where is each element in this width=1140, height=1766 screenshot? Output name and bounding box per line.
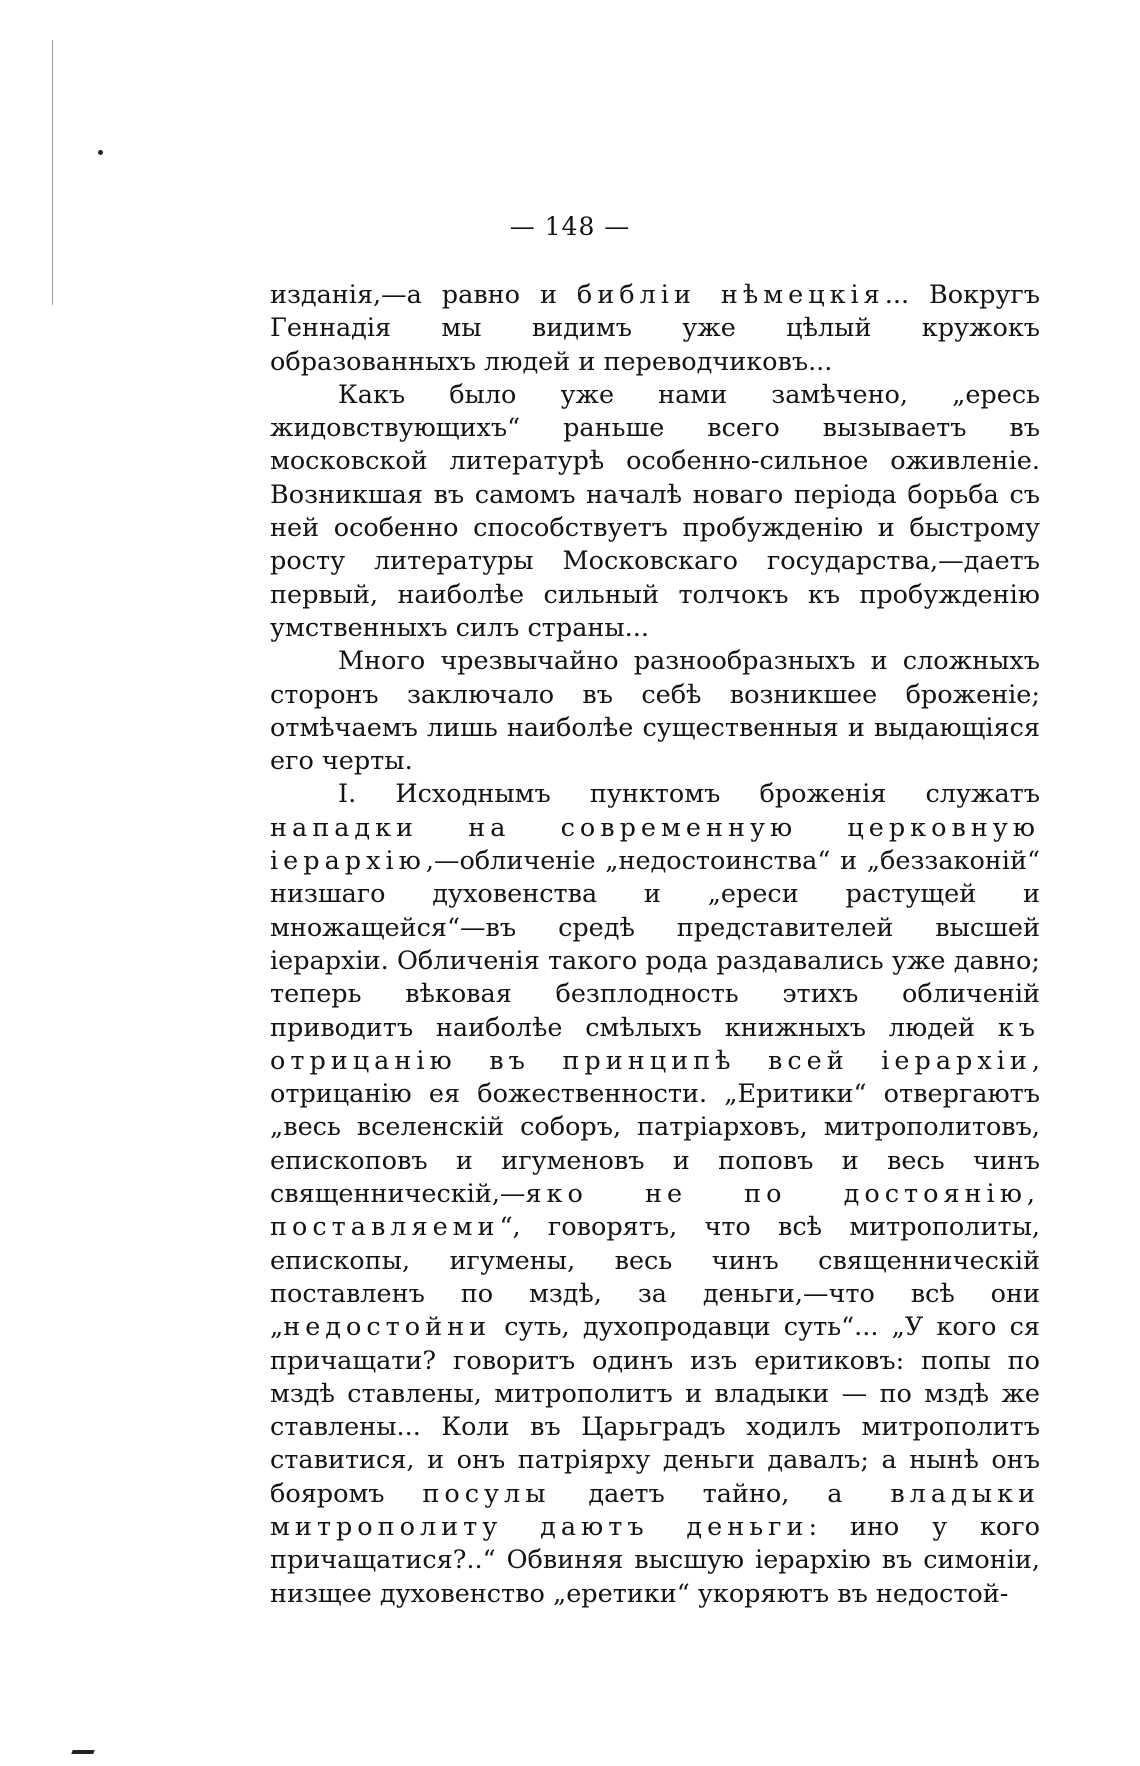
- spaced-emphasis: къ отрицанію въ принципѣ всей іерархіи: [270, 1012, 1040, 1076]
- page-number: — 148 —: [509, 212, 631, 241]
- spaced-emphasis: яко не по достоянію, поставляеми: [270, 1179, 1040, 1243]
- spaced-emphasis: посулы: [422, 1478, 551, 1509]
- spaced-emphasis: а владыки митрополиту даютъ деньги: [270, 1478, 1041, 1542]
- text-run: , отрицанію ея божественности. „Еритики“ отвергаютъ „весь вселенскій соборъ, патріарховъ, митрополитовъ, епископовъ и игуменовъ и поповъ и весь чинъ священническій,—: [270, 1045, 1040, 1210]
- scan-margin-rule: [52, 40, 53, 305]
- text-run: “, говорятъ, что всѣ митрополиты, епископы, игумены, весь чинъ священническій поставленъ по мздѣ, за деньги,—что всѣ они „: [270, 1212, 1040, 1343]
- paragraph-3: [270, 645, 1040, 778]
- text-run: ,—обличеніе „недостоинства“ и „беззаконій“ низшаго духовенства и „ереси растущей и множащейся“—въ средѣ представителей высшей іерархіи. Обличенія такого рода раздавались уже давно; теперь вѣковая безплодность этихъ обличеній приводитъ наиболѣе смѣлыхъ книжныхъ людей: [270, 846, 1040, 1043]
- paragraph-2: [270, 379, 1040, 645]
- text-run: даетъ тайно,: [550, 1478, 828, 1509]
- text-run: изданія,—а равно и: [270, 280, 577, 310]
- paragraph-1: [270, 279, 1040, 379]
- text-run: суть, духопродавци суть“... „У кого ся причащати? говоритъ одинъ изъ еритиковъ: попы по мздѣ ставлены, митрополитъ и владыки — по мздѣ же ставлены... Коли въ Царьградъ ходилъ митрополитъ ставитися, и онъ патріярху деньги давалъ; а нынѣ онъ бояромъ: [270, 1312, 1040, 1509]
- spaced-emphasis: недостойни: [283, 1312, 492, 1343]
- scan-margin-mark: [71, 1750, 94, 1754]
- paragraph-4: [270, 778, 1040, 1610]
- text-run: I. Исходнымъ пунктомъ броженія служатъ: [338, 779, 1040, 810]
- text-run: ... Вокругъ Геннадія мы видимъ уже цѣлый кружокъ образованныхъ людей и переводчиковъ...: [270, 280, 1040, 377]
- text-run: : ино у кого причащатися?..“ Обвиняя высшую іерархію въ симоніи, низщее духовенство „еретики“ укоряютъ въ недостой-: [270, 1511, 1040, 1609]
- text-run: Какъ было уже нами замѣчено, „ересь жидовствующихъ“ раньше всего вызываетъ въ московской литературѣ особенно-сильное оживленіе. Возникшая въ самомъ началѣ новаго періода борьба съ ней особенно способствуетъ пробужденію и быстрому росту литературы Московскаго государства,—даетъ первый, наиболѣе сильный толчокъ къ пробужденію умственныхъ силъ страны...: [270, 379, 1040, 643]
- body-text: [270, 279, 1040, 1611]
- spaced-emphasis: библіи нѣмецкія: [576, 280, 885, 310]
- scan-margin-dot: [98, 150, 103, 155]
- spaced-emphasis: нападки на современную церковную іерархію: [270, 812, 1040, 877]
- text-run: Много чрезвычайно разнообразныхъ и сложныхъ сторонъ заключало въ себѣ возникшее броженіе; отмѣчаемъ лишь наиболѣе существенныя и выдающіяся его черты.: [270, 646, 1040, 777]
